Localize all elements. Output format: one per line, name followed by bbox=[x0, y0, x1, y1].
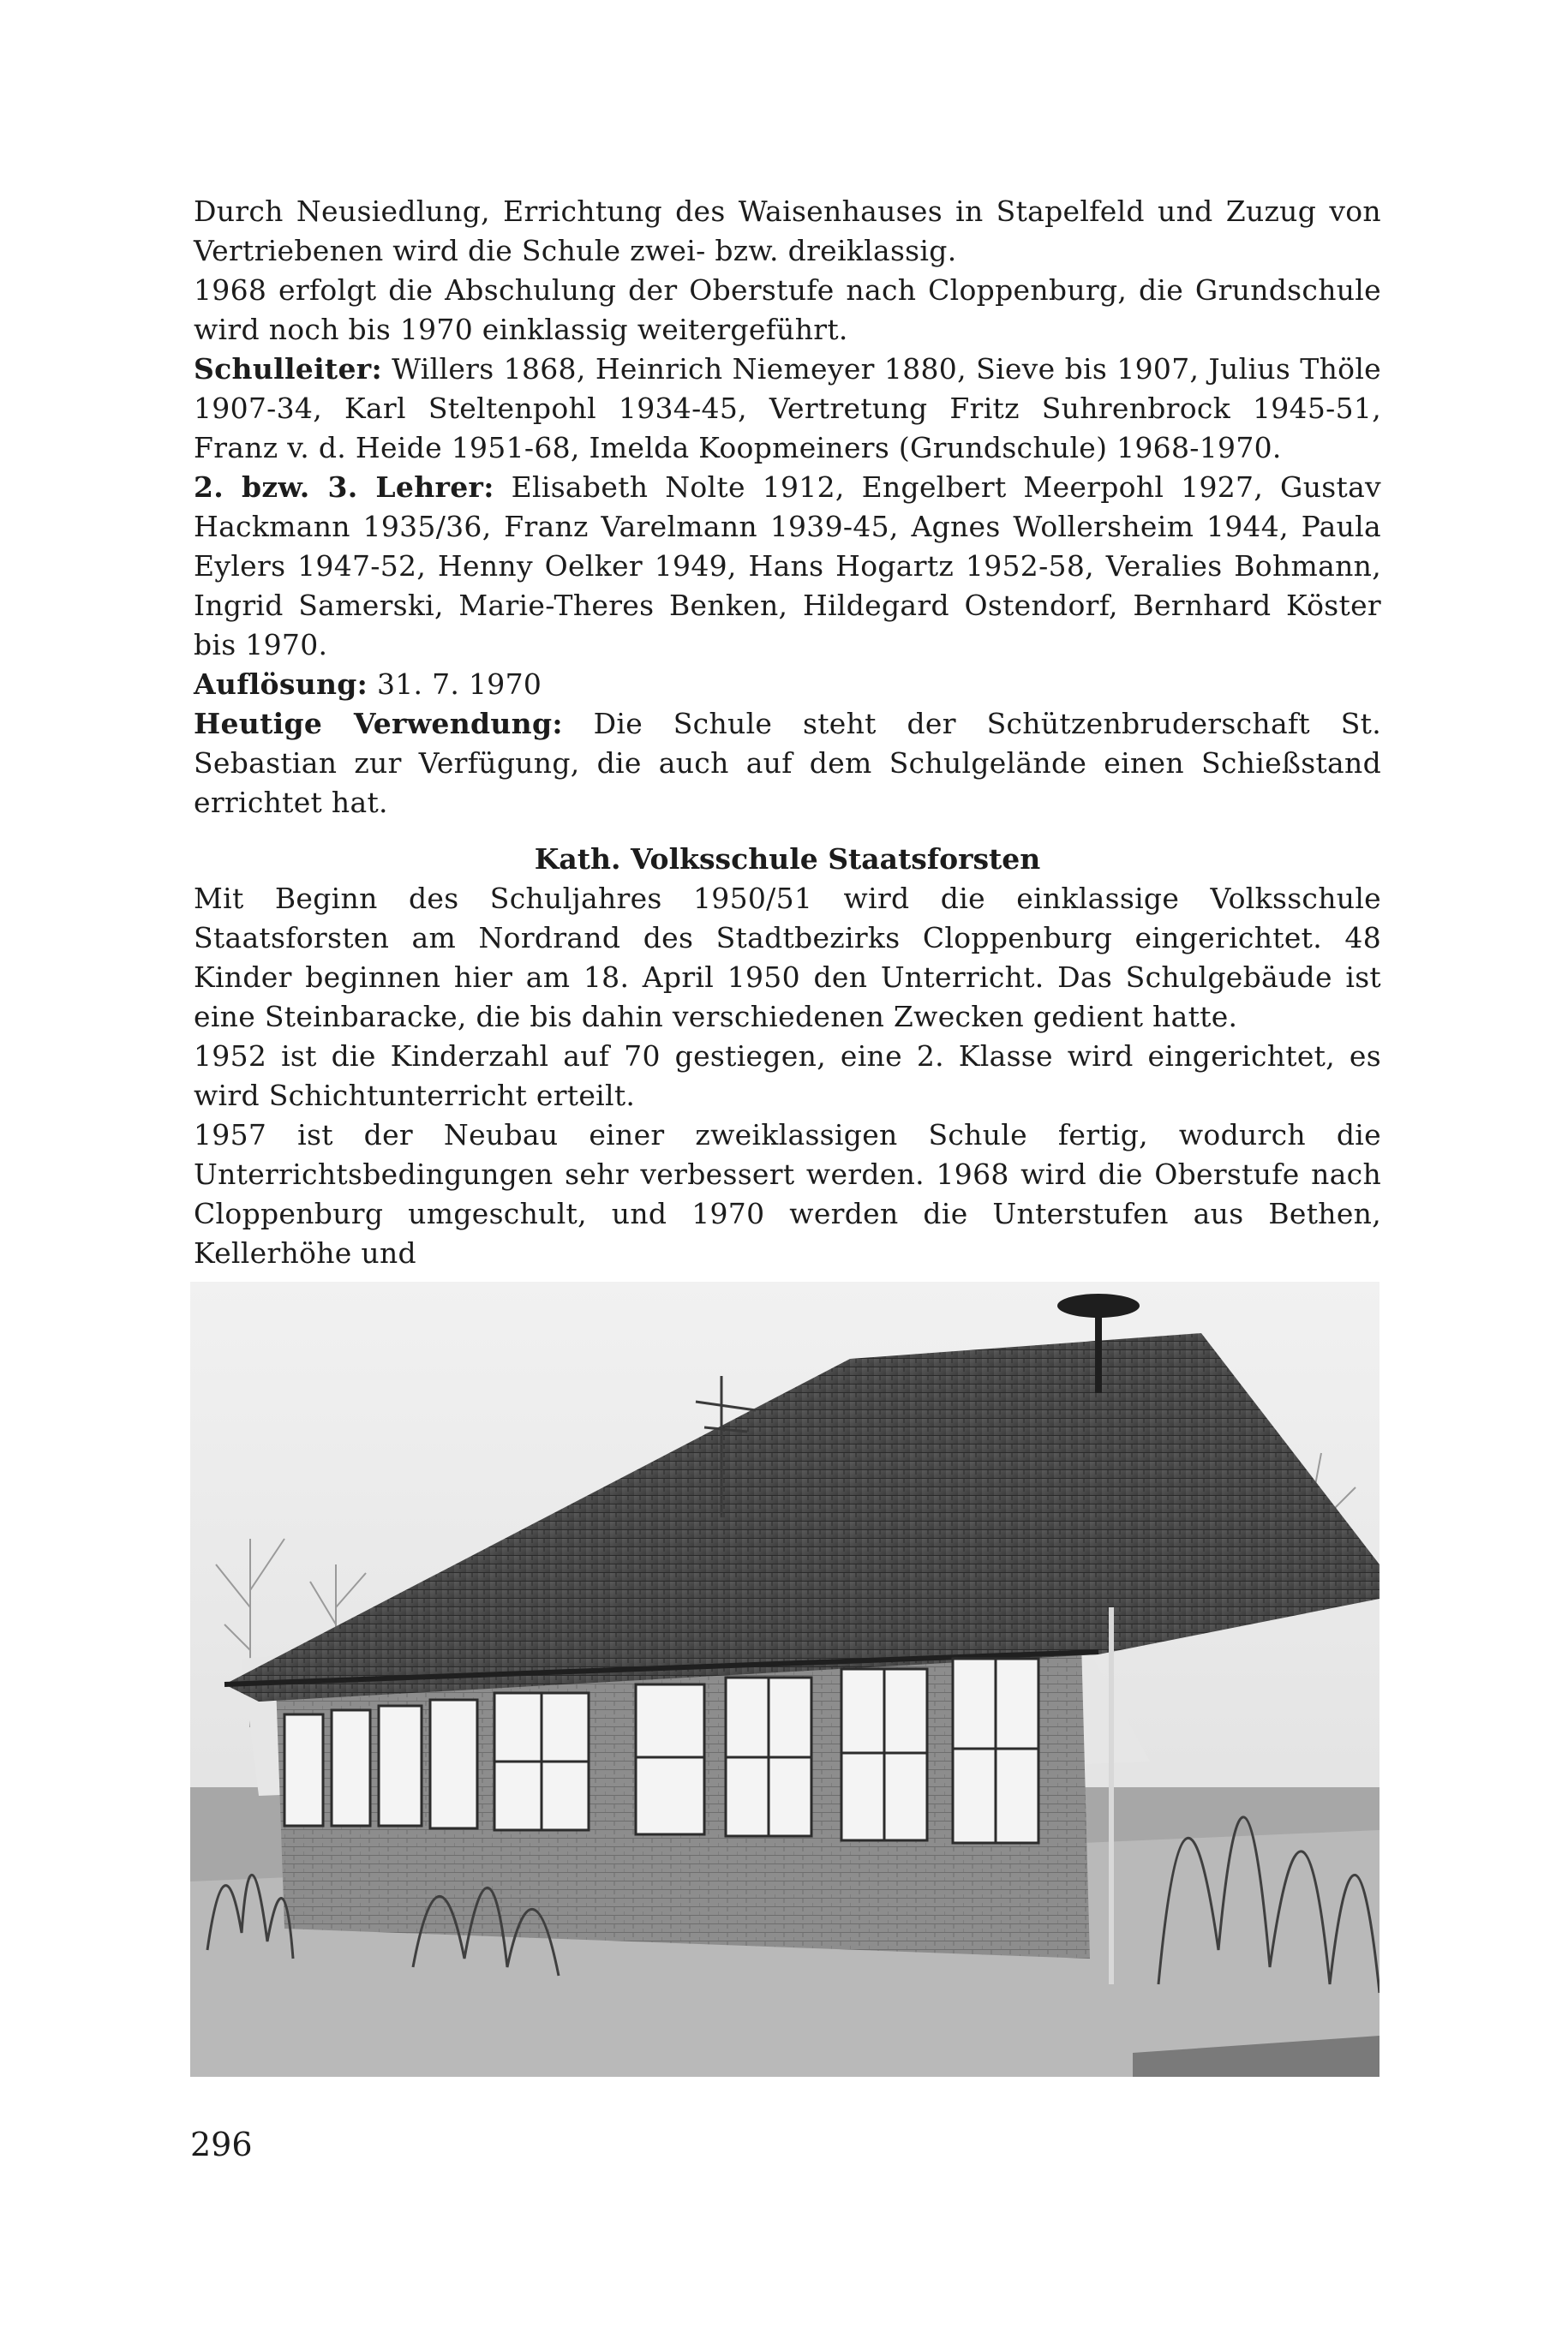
intro-paragraph: 1968 erfolgt die Abschulung der Oberstufe nach Cloppenburg, die Grundschule wird noch bis 1970 einklassig weitergeführt. bbox=[194, 273, 1381, 346]
aufloesung-label: Auflösung: bbox=[194, 667, 368, 701]
section-heading: Kath. Volksschule Staatsforsten bbox=[534, 842, 1041, 876]
aufloesung-text: 31. 7. 1970 bbox=[368, 667, 542, 701]
lehrer-label: 2. bzw. 3. Lehrer: bbox=[194, 470, 494, 504]
schulleiter-paragraph bbox=[194, 350, 1381, 468]
intro-paragraph: Durch Neusiedlung, Errichtung des Waisenhauses in Stapelfeld und Zuzug von Vertriebenen wird die Schule zwei- bzw. dreiklassig. bbox=[194, 194, 1381, 267]
verwendung-label: Heutige Verwendung: bbox=[194, 707, 563, 740]
schulleiter-label: Schulleiter: bbox=[194, 352, 382, 386]
school-building-photo bbox=[190, 1282, 1379, 2077]
lehrer-text: Elisabeth Nolte 1912, Engelbert Meerpohl 1927, Gustav Hackmann 1935/36, Franz Varelmann 1939-45, Agnes Wollersheim 1944, Paula Eylers 1947-52, Henny Oelker 1949, Hans Hogartz 1952-58, Veralies Bohmann, Ingrid Samerski, Marie-Theres Benken, Hildegard Ostendorf, Bernhard Köster bis 1970. bbox=[194, 470, 1381, 661]
school-building-illustration bbox=[190, 1282, 1379, 2077]
page-number: 296 bbox=[190, 2126, 253, 2163]
aufloesung-paragraph bbox=[194, 665, 1381, 704]
verwendung-text: Die Schule steht der Schützenbruderschaft St. Sebastian zur Verfügung, die auch auf dem Schulgelände einen Schießstand errichtet hat. bbox=[194, 707, 1382, 819]
schulleiter-text: Willers 1868, Heinrich Niemeyer 1880, Sieve bis 1907, Julius Thöle 1907-34, Karl Steltenpohl 1934-45, Vertretung Fritz Suhrenbrock 1945-51, Franz v. d. Heide 1951-68, Imelda Koopmeiners (Grundschule) 1968-1970. bbox=[194, 352, 1381, 464]
section-paragraph: Mit Beginn des Schuljahres 1950/51 wird die einklassige Volksschule Staatsforsten am Nordrand des Stadtbezirks Cloppenburg eingerichtet. 48 Kinder beginnen hier am 18. April 1950 den Unterricht. Das Schulgebäude ist eine Steinbaracke, die bis dahin verschiedenen Zwecken gedient hatte. bbox=[194, 882, 1381, 1033]
section-paragraph: 1957 ist der Neubau einer zweiklassigen Schule fertig, wodurch die Unterrichtsbedingungen sehr verbessert werden. 1968 wird die Oberstufe nach Cloppenburg umgeschult, und 1970 werden die Unterstufen aus Bethen, Kellerhöhe und bbox=[194, 1118, 1381, 1270]
section-body bbox=[194, 879, 1381, 1273]
page-body-top bbox=[194, 192, 1381, 823]
lehrer-paragraph bbox=[194, 468, 1381, 665]
section-paragraph: 1952 ist die Kinderzahl auf 70 gestiegen, eine 2. Klasse wird eingerichtet, es wird Schichtunterricht erteilt. bbox=[194, 1039, 1381, 1112]
verwendung-paragraph bbox=[194, 704, 1381, 823]
